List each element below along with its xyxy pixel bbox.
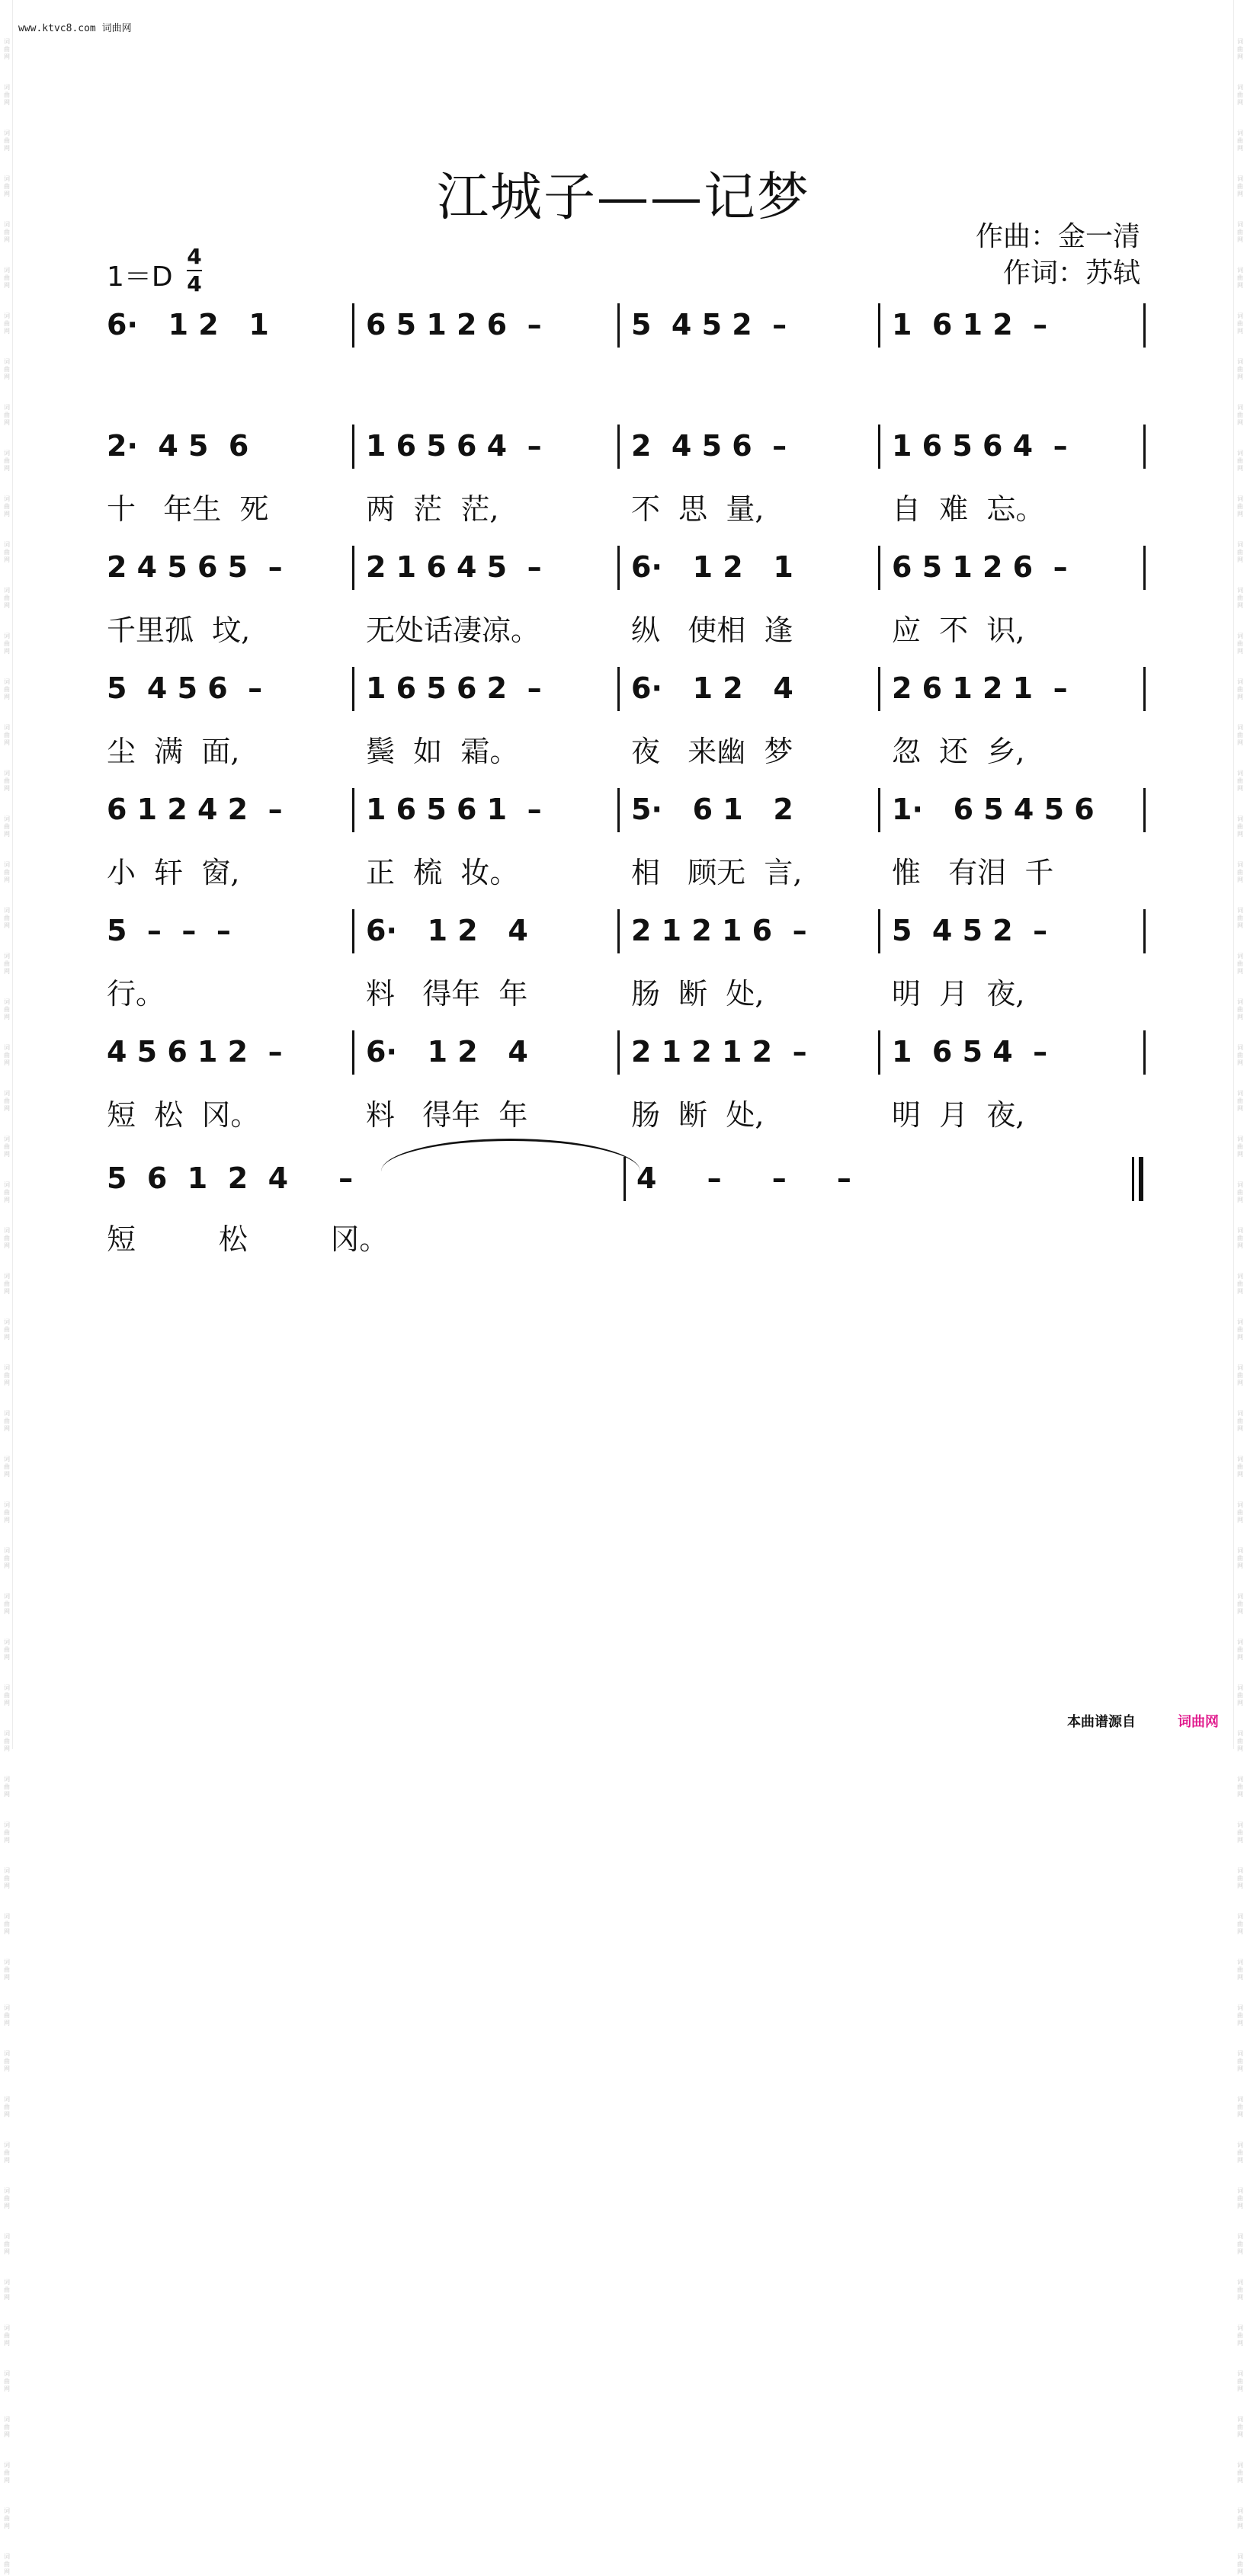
margin-watermark: 词曲网 (4, 1181, 10, 1203)
margin-watermark: 词曲网 (4, 1913, 10, 1935)
margin-watermark: 词曲网 (1237, 221, 1243, 243)
margin-watermark: 词曲网 (1237, 1821, 1243, 1844)
measure: 2 1 2 1 2 – (631, 1035, 807, 1069)
measure: 6· 1 2 1 (107, 308, 269, 341)
lyric-segment: 短 松 冈。 (107, 1098, 260, 1132)
measure: 1 6 1 2 – (892, 308, 1048, 341)
key-label: 1＝D (107, 261, 173, 293)
margin-watermark: 词曲网 (4, 2187, 10, 2209)
lyric-segment: 短 松 冈。 (107, 1222, 389, 1256)
lyric-segment: 两 茫 茫, (366, 492, 499, 526)
measure: 2 4 5 6 5 – (107, 550, 283, 584)
margin-watermark: 词曲网 (1237, 1730, 1243, 1752)
measure: 6· 1 2 4 (366, 914, 528, 947)
measure: 6 5 1 2 6 – (366, 308, 542, 341)
measure: 2· 4 5 6 (107, 429, 249, 463)
lyric-segment: 料 得年 年 (366, 1098, 528, 1132)
lyric-line (107, 1091, 1151, 1132)
lyric-segment: 不 思 量, (631, 492, 765, 526)
time-signature-bottom: 4 (187, 271, 202, 296)
margin-watermark: 词曲网 (1237, 1639, 1243, 1661)
lyric-segment: 千里孤 坟, (107, 614, 251, 647)
margin-watermark: 词曲网 (1237, 1776, 1243, 1798)
measure: 5· 6 1 2 (631, 793, 793, 826)
footer-brand-link[interactable]: 词曲网 (1178, 1714, 1219, 1730)
measure: 4 5 6 1 2 – (107, 1035, 283, 1069)
barline (352, 546, 354, 590)
measure: 5 4 5 6 – (107, 671, 263, 705)
margin-watermark: 词曲网 (4, 38, 10, 60)
margin-watermark: 词曲网 (1237, 2142, 1243, 2164)
score-system (107, 546, 1151, 591)
margin-watermark: 词曲网 (4, 2279, 10, 2301)
margin-watermark: 词曲网 (4, 724, 10, 746)
margin-watermark: 词曲网 (1237, 2050, 1243, 2072)
margin-watermark: 词曲网 (1237, 1227, 1243, 1249)
margin-watermark: 词曲网 (1237, 404, 1243, 426)
lyric-segment: 料 得年 年 (366, 977, 528, 1011)
lyric-segment: 明 月 夜, (892, 977, 1025, 1011)
margin-watermark: 词曲网 (4, 450, 10, 472)
margin-watermark: 词曲网 (4, 1776, 10, 1798)
lyric-segment: 忽 还 乡, (892, 735, 1025, 768)
margin-watermark: 词曲网 (4, 1547, 10, 1569)
measure: 1 6 5 6 2 – (366, 671, 542, 705)
margin-watermark: 词曲网 (4, 541, 10, 563)
tie-arc (381, 1139, 640, 1171)
margin-watermark: 词曲网 (4, 2233, 10, 2255)
margin-watermark: 词曲网 (4, 2096, 10, 2118)
margin-watermark: 词曲网 (4, 1410, 10, 1432)
margin-watermark: 词曲网 (1237, 1136, 1243, 1158)
margin-watermark: 词曲网 (4, 2507, 10, 2530)
lyric-segment: 纵 使相 逢 (631, 614, 793, 647)
margin-watermark: 词曲网 (1237, 1867, 1243, 1889)
lyric-segment: 应 不 识, (892, 614, 1025, 647)
measure: 5 6 1 2 4 – (107, 1161, 354, 1195)
margin-watermark: 词曲网 (4, 998, 10, 1020)
lyric-segment: 正 梳 妆。 (366, 856, 519, 889)
margin-watermark: 词曲网 (1237, 1913, 1243, 1935)
margin-watermark: 词曲网 (4, 1959, 10, 1981)
margin-watermark: 词曲网 (1237, 2462, 1243, 2484)
margin-watermark: 词曲网 (4, 1136, 10, 1158)
margin-watermark: 词曲网 (4, 84, 10, 106)
margin-watermark: 词曲网 (1237, 953, 1243, 975)
lyric-line (107, 485, 1151, 524)
key-signature (107, 255, 173, 294)
margin-watermark: 词曲网 (1237, 38, 1243, 60)
margin-watermark: 词曲网 (4, 2142, 10, 2164)
score-system (107, 425, 1151, 470)
lyric-segment: 行。 (107, 977, 165, 1011)
barline (878, 788, 880, 832)
lyric-segment: 夜 来幽 梦 (631, 735, 793, 768)
barline (878, 1030, 880, 1075)
left-watermark-strip (2, 38, 12, 2575)
measure: 2 1 6 4 5 – (366, 550, 542, 584)
margin-watermark: 词曲网 (1237, 1547, 1243, 1569)
measure: 5 4 5 2 – (631, 308, 787, 341)
margin-watermark: 词曲网 (1237, 1273, 1243, 1295)
measure: 1 6 5 4 – (892, 1035, 1048, 1069)
lyric-segment: 无处话凄凉。 (366, 614, 540, 647)
measure: 5 – – – (107, 914, 231, 947)
margin-watermark: 词曲网 (1237, 2233, 1243, 2255)
barline (617, 546, 620, 590)
margin-watermark: 词曲网 (1237, 1364, 1243, 1386)
margin-watermark: 词曲网 (1237, 2370, 1243, 2392)
margin-watermark: 词曲网 (4, 1456, 10, 1478)
margin-watermark: 词曲网 (4, 130, 10, 152)
barline (352, 1030, 354, 1075)
lyric-segment: 自 难 忘。 (892, 492, 1045, 526)
margin-watermark: 词曲网 (4, 770, 10, 792)
lyric-segment: 明 月 夜, (892, 1098, 1025, 1132)
margin-watermark: 词曲网 (1237, 2507, 1243, 2530)
barline (352, 788, 354, 832)
margin-watermark: 词曲网 (4, 2370, 10, 2392)
margin-watermark: 词曲网 (4, 1273, 10, 1295)
margin-watermark: 词曲网 (1237, 541, 1243, 563)
left-margin-rule (12, 0, 13, 1749)
right-margin-rule (1233, 0, 1234, 1749)
lyricist-credit: 作词：苏轼 (1002, 258, 1140, 289)
barline (1143, 667, 1146, 711)
margin-watermark: 词曲网 (1237, 724, 1243, 746)
margin-watermark: 词曲网 (4, 907, 10, 929)
measure: 1· 6 5 4 5 6 (892, 793, 1095, 826)
margin-watermark: 词曲网 (1237, 2324, 1243, 2347)
lyric-segment: 惟 有泪 千 (892, 856, 1054, 889)
margin-watermark: 词曲网 (4, 2050, 10, 2072)
right-watermark-strip (1235, 38, 1245, 2575)
score-system (107, 788, 1151, 834)
margin-watermark: 词曲网 (4, 2324, 10, 2347)
margin-watermark: 词曲网 (1237, 1044, 1243, 1066)
margin-watermark: 词曲网 (1237, 678, 1243, 700)
margin-watermark: 词曲网 (4, 1821, 10, 1844)
barline (1143, 303, 1146, 348)
measure: 5 4 5 2 – (892, 914, 1048, 947)
margin-watermark: 词曲网 (4, 1364, 10, 1386)
margin-watermark: 词曲网 (4, 1318, 10, 1341)
margin-watermark: 词曲网 (1237, 633, 1243, 655)
lyric-line (107, 849, 1151, 887)
footer-source: 本曲谱源自 (1067, 1714, 1136, 1730)
barline (352, 667, 354, 711)
barline (352, 909, 354, 953)
measure: 1 6 5 6 1 – (366, 793, 542, 826)
lyric-line (107, 970, 1151, 1011)
lyric-segment: 鬓 如 霜。 (366, 735, 519, 768)
margin-watermark: 词曲网 (4, 312, 10, 335)
barline (617, 425, 620, 469)
barline (1143, 425, 1146, 469)
measure: 4 – – – (636, 1161, 851, 1195)
margin-watermark: 词曲网 (1237, 450, 1243, 472)
margin-watermark: 词曲网 (1237, 907, 1243, 929)
measure: 6 1 2 4 2 – (107, 793, 283, 826)
margin-watermark: 词曲网 (1237, 1959, 1243, 1981)
margin-watermark: 词曲网 (1237, 1090, 1243, 1112)
margin-watermark: 词曲网 (4, 1730, 10, 1752)
margin-watermark: 词曲网 (4, 1684, 10, 1706)
time-signature-top: 4 (187, 244, 202, 269)
page-title: 江城子——记梦 (436, 168, 810, 228)
margin-watermark: 词曲网 (1237, 2096, 1243, 2118)
margin-watermark: 词曲网 (4, 221, 10, 243)
lyric-segment: 肠 断 处, (631, 977, 765, 1011)
measure: 6 5 1 2 6 – (892, 550, 1068, 584)
barline (878, 909, 880, 953)
margin-watermark: 词曲网 (1237, 84, 1243, 106)
margin-watermark: 词曲网 (4, 1639, 10, 1661)
barline (878, 667, 880, 711)
margin-watermark: 词曲网 (4, 587, 10, 609)
margin-watermark: 词曲网 (1237, 1318, 1243, 1341)
measure: 2 4 5 6 – (631, 429, 787, 463)
measure: 2 6 1 2 1 – (892, 671, 1068, 705)
margin-watermark: 词曲网 (1237, 1501, 1243, 1523)
margin-watermark: 词曲网 (1237, 770, 1243, 792)
barline (878, 546, 880, 590)
barline (352, 303, 354, 348)
margin-watermark: 词曲网 (4, 358, 10, 380)
margin-watermark: 词曲网 (4, 861, 10, 883)
barline (1143, 546, 1146, 590)
margin-watermark: 词曲网 (4, 1227, 10, 1249)
barline (878, 425, 880, 469)
barline (1143, 788, 1146, 832)
margin-watermark: 词曲网 (4, 495, 10, 517)
margin-watermark: 词曲网 (1237, 1593, 1243, 1615)
margin-watermark: 词曲网 (4, 404, 10, 426)
margin-watermark: 词曲网 (4, 1593, 10, 1615)
measure: 6· 1 2 1 (631, 550, 793, 584)
margin-watermark: 词曲网 (1237, 175, 1243, 197)
measure: 1 6 5 6 4 – (892, 429, 1068, 463)
score-system (107, 1030, 1151, 1076)
barline (1143, 909, 1146, 953)
margin-watermark: 词曲网 (4, 633, 10, 655)
margin-watermark: 词曲网 (4, 2553, 10, 2575)
margin-watermark: 词曲网 (4, 2004, 10, 2027)
barline (617, 909, 620, 953)
margin-watermark: 词曲网 (1237, 1410, 1243, 1432)
lyric-line (107, 1216, 1151, 1254)
lyric-line (107, 607, 1151, 645)
margin-watermark: 词曲网 (1237, 267, 1243, 289)
lyric-segment: 相 顾无 言, (631, 856, 803, 889)
margin-watermark: 词曲网 (4, 1867, 10, 1889)
margin-watermark: 词曲网 (4, 2416, 10, 2438)
time-signature (187, 245, 202, 296)
margin-watermark: 词曲网 (4, 1501, 10, 1523)
measure: 1 6 5 6 4 – (366, 429, 542, 463)
margin-watermark: 词曲网 (1237, 861, 1243, 883)
margin-watermark: 词曲网 (1237, 1684, 1243, 1706)
barline (352, 425, 354, 469)
margin-watermark: 词曲网 (1237, 358, 1243, 380)
margin-watermark: 词曲网 (4, 678, 10, 700)
barline (878, 303, 880, 348)
margin-watermark: 词曲网 (1237, 2279, 1243, 2301)
margin-watermark: 词曲网 (4, 1090, 10, 1112)
margin-watermark: 词曲网 (1237, 495, 1243, 517)
margin-watermark: 词曲网 (1237, 2553, 1243, 2575)
barline (1143, 1030, 1146, 1075)
margin-watermark: 词曲网 (4, 267, 10, 289)
site-url[interactable]: www.ktvc8.com 词曲网 (18, 23, 132, 34)
lyric-segment: 十 年生 死 (107, 492, 269, 526)
margin-watermark: 词曲网 (1237, 1456, 1243, 1478)
barline (617, 667, 620, 711)
lyric-segment: 尘 满 面, (107, 735, 240, 768)
margin-watermark: 词曲网 (1237, 2187, 1243, 2209)
composer-credit: 作曲：金一清 (975, 221, 1140, 252)
margin-watermark: 词曲网 (1237, 2416, 1243, 2438)
lyric-segment: 小 轩 窗, (107, 856, 240, 889)
score-system (107, 909, 1151, 955)
margin-watermark: 词曲网 (1237, 998, 1243, 1020)
margin-watermark: 词曲网 (4, 2462, 10, 2484)
score-system (107, 667, 1151, 713)
barline (617, 303, 620, 348)
margin-watermark: 词曲网 (1237, 1181, 1243, 1203)
margin-watermark: 词曲网 (4, 953, 10, 975)
margin-watermark: 词曲网 (1237, 815, 1243, 838)
margin-watermark: 词曲网 (4, 1044, 10, 1066)
margin-watermark: 词曲网 (4, 815, 10, 838)
barline (617, 788, 620, 832)
margin-watermark: 词曲网 (4, 175, 10, 197)
margin-watermark: 词曲网 (1237, 2004, 1243, 2027)
lyric-line (107, 728, 1151, 766)
final-barline (1132, 1157, 1143, 1201)
measure: 6· 1 2 4 (631, 671, 793, 705)
margin-watermark: 词曲网 (1237, 587, 1243, 609)
lyric-segment: 肠 断 处, (631, 1098, 765, 1132)
measure: 2 1 2 1 6 – (631, 914, 807, 947)
barline (617, 1030, 620, 1075)
score-system (107, 303, 1151, 349)
margin-watermark: 词曲网 (1237, 130, 1243, 152)
margin-watermark: 词曲网 (1237, 312, 1243, 335)
measure: 6· 1 2 4 (366, 1035, 528, 1069)
